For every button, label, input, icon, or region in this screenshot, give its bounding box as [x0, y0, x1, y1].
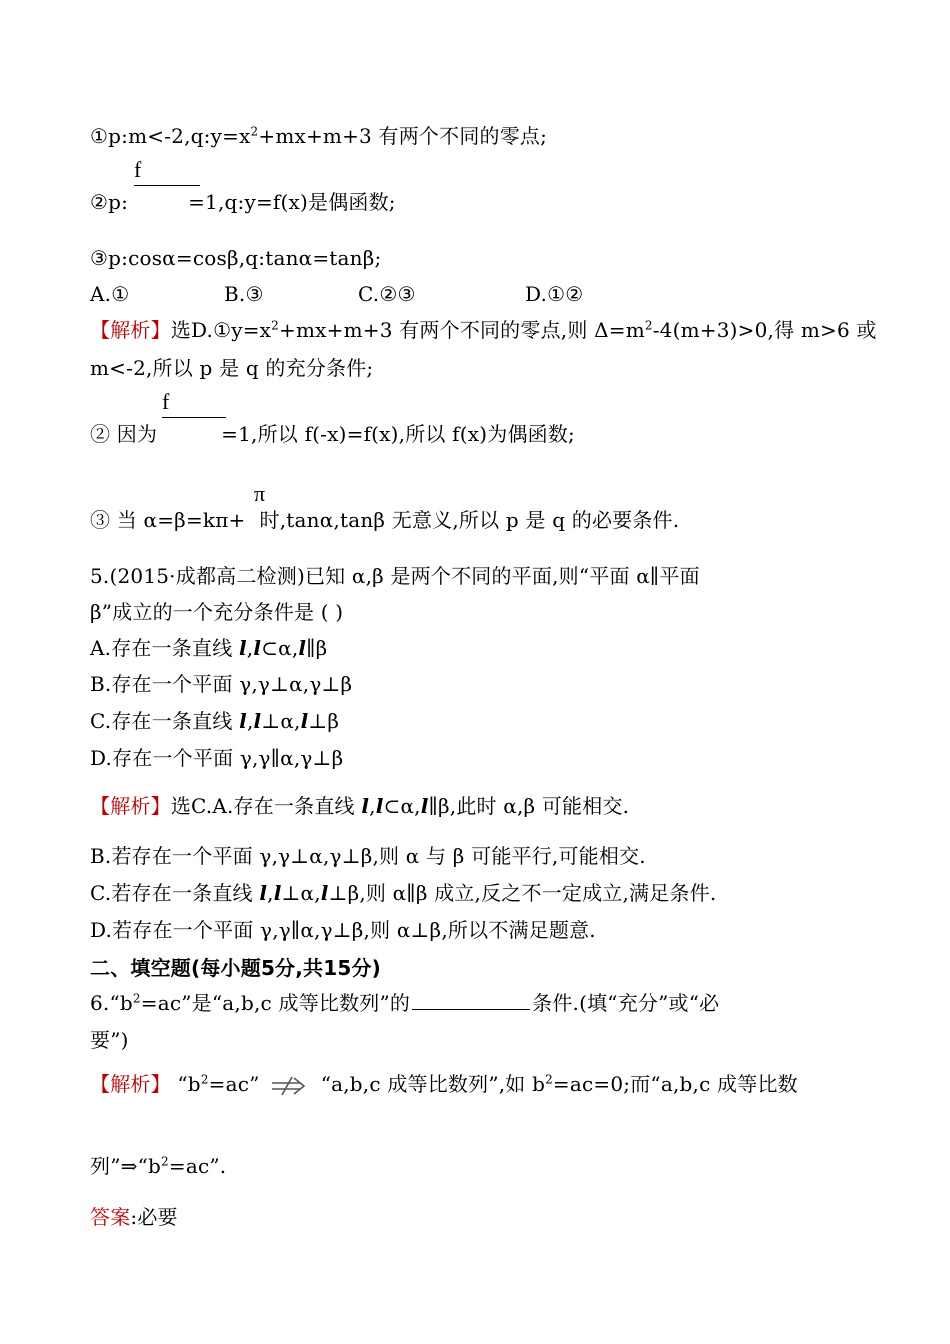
q4-analysis-line-2: m<-2,所以 p 是 q 的充分条件; [90, 356, 374, 380]
q6-stem-line-2: 要”) [90, 1028, 129, 1052]
q4-analysis-line-1: 【解析】选$D.①y=x^2+mx+m+3$ 有两个不同的零点,则 $\Delta=m^2-4(m+3)>0$,得 m>6 或 [90, 318, 877, 342]
q4-item-2-fraction-numerator: f [134, 157, 142, 182]
q4-option-a: A.① [90, 282, 130, 306]
q4-item-3: ③p:cosα=cosβ,q:tanα=tanβ; [90, 246, 382, 270]
q5-option-d: D.存在一个平面 γ,γ∥α,γ⊥β [90, 746, 344, 770]
q6-analysis-line-1: 【解析】 “$b^2=ac$” “a,b,c 成等比数列”,如 $b^2=ac=0$;而“a,b,c 成等比数 [90, 1072, 798, 1096]
q4-analysis-fraction-numerator: f [162, 389, 170, 414]
answer-blank [412, 991, 530, 1010]
analysis-tag: 【解析】 [90, 1072, 171, 1096]
q5-option-b: B.存在一个平面 γ,γ⊥α,γ⊥β [90, 672, 353, 696]
q4-option-d: D.①② [525, 282, 584, 306]
q5-option-c: C.存在一条直线 l,l⊥α,l⊥β [90, 709, 340, 733]
q5-option-a: A.存在一条直线 l,l⊂α,l∥β [90, 636, 328, 660]
q5-analysis-line-a: 【解析】选C.A.存在一条直线 l,l⊂α,l∥β,此时 α,β 可能相交. [90, 794, 630, 818]
section-title: 二、填空题(每小题5分,共15分) [90, 956, 382, 980]
q4-option-c: C.②③ [358, 282, 416, 306]
q4-option-b: B.③ [224, 282, 264, 306]
q6-analysis-line-2: 列$”\Rightarrow“b^2=ac$”. [90, 1154, 227, 1178]
q4-analysis-pi-numerator: π [254, 481, 266, 506]
analysis-tag: 【解析】 [90, 794, 171, 818]
q5-analysis-line-d: D.若存在一个平面 γ,γ∥α,γ⊥β,则 α⊥β,所以不满足题意. [90, 918, 596, 942]
q5-analysis-line-b: B.若存在一个平面 γ,γ⊥α,γ⊥β,则 α 与 β 可能平行,可能相交. [90, 844, 646, 868]
q4-item-2-fraction-bar [134, 185, 200, 186]
answer-label: 答案 [90, 1205, 131, 1229]
q5-stem-line-2: β”成立的一个充分条件是 ( ) [90, 600, 344, 624]
q4-analysis-fraction-bar [162, 417, 226, 418]
not-implies-icon [270, 1075, 310, 1097]
q4-analysis-line-3: ② 因为 =1,所以 f(-x)=f(x),所以 f(x)为偶函数; [90, 422, 575, 446]
q4-analysis-line-4: ③ 当 α=β=kπ+ 时,tanα,tanβ 无意义,所以 p 是 q 的必要条件. [90, 508, 680, 532]
q6-stem-line-1: $6.“b^2=ac$”是“a,b,c 成等比数列”的 条件.(填“充分”或“必 [90, 991, 720, 1015]
q4-item-2: ②p: =1,q:y=f(x)是偶函数; [90, 190, 396, 214]
answer-line: 答案:必要 [90, 1205, 178, 1229]
q5-stem-line-1: 5.(2015·成都高二检测)已知 α,β 是两个不同的平面,则“平面 α∥平面 [90, 564, 700, 588]
analysis-tag: 【解析】 [90, 318, 171, 342]
q4-item-1: $①p:m<-2,q:y=x^2+mx+m+3$ 有两个不同的零点; [90, 124, 548, 148]
q5-analysis-line-c: C.若存在一条直线 l,l⊥α,l⊥β,则 α∥β 成立,反之不一定成立,满足条件. [90, 881, 717, 905]
